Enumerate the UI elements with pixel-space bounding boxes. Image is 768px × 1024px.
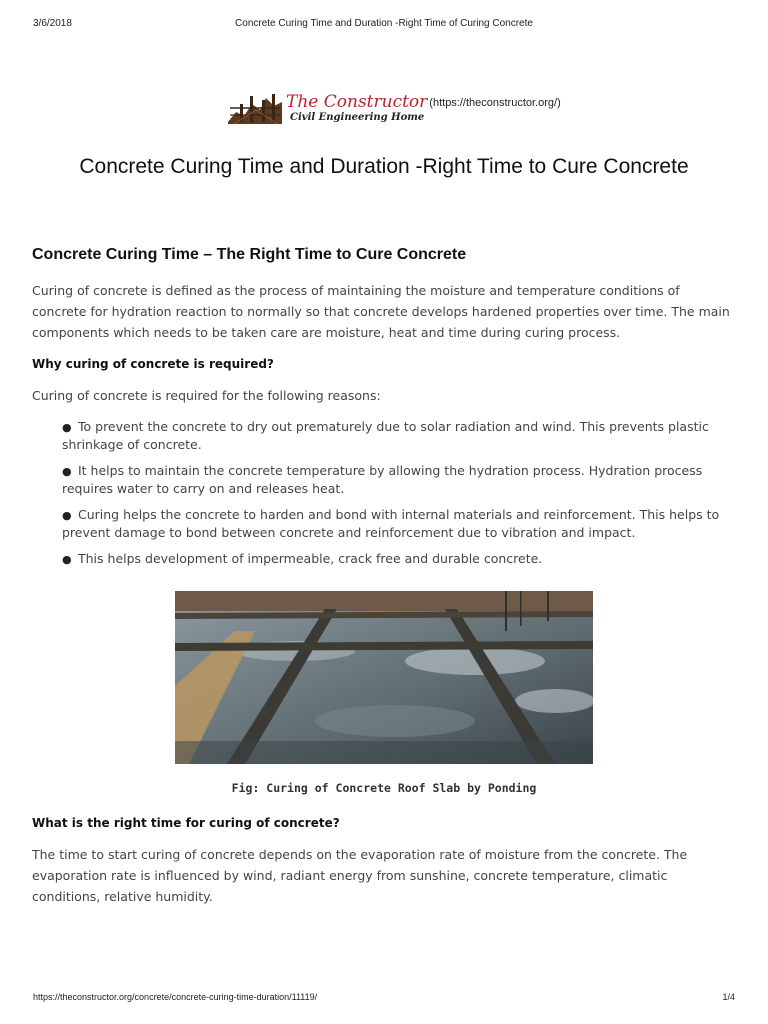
bullet-icon: ●	[62, 509, 72, 522]
print-doc-title: Concrete Curing Time and Duration -Right Time of Curing Concrete	[235, 18, 533, 29]
figure-caption: Fig: Curing of Concrete Roof Slab by Ponding	[231, 781, 537, 795]
list-item: ● This helps development of impermeable, crack free and durable concrete.	[62, 551, 543, 566]
print-date: 3/6/2018	[33, 18, 72, 29]
when-paragraph: The time to start curing of concrete depends on the evaporation rate of moisture from the concrete. The evaporation rate is influenced by wind, radiant energy from sunshine, concrete temperature, climatic conditions, relative humidity.	[32, 847, 688, 904]
logo-url[interactable]: (https://theconstructor.org/)	[429, 97, 561, 109]
when-heading: What is the right time for curing of concrete?	[32, 816, 340, 830]
bullet-icon: ●	[62, 553, 72, 566]
print-footer	[33, 992, 735, 1006]
print-header	[33, 18, 735, 32]
print-footer-url: https://theconstructor.org/concrete/concrete-curing-time-duration/11119/	[33, 992, 318, 1002]
concrete-slab-ponding-photo	[175, 591, 593, 764]
article-body-continued	[32, 816, 738, 907]
why-intro-paragraph: Curing of concrete is required for the following reasons:	[32, 388, 381, 403]
logo-tagline: Civil Engineering Home	[290, 111, 425, 123]
list-item: ● To prevent the concrete to dry out prematurely due to solar radiation and wind. This prevents plastic shrinkage of concrete.	[62, 419, 709, 452]
logo-name: The Constructor	[286, 91, 428, 112]
intro-paragraph: Curing of concrete is defined as the process of maintaining the moisture and temperature conditions of concrete for hydration reaction to normally so that concrete develops hardened properties over time. The main components which needs to be taken care are moisture, heat and time during curing process.	[32, 283, 730, 340]
list-item: ● It helps to maintain the concrete temperature by allowing the hydration process. Hydration process requires water to carry on and releases heat.	[62, 463, 703, 496]
site-logo[interactable]	[226, 89, 561, 127]
page-title: Concrete Curing Time and Duration -Right Time to Cure Concrete	[79, 155, 689, 178]
bullet-icon: ●	[62, 421, 72, 434]
list-item: ● Curing helps the concrete to harden and bond with internal materials and reinforcement. This helps to prevent damage to bond between concrete and reinforcement due to vibration and impact.	[62, 507, 720, 540]
construction-building-logo-icon	[226, 90, 284, 126]
page-number: 1/4	[722, 992, 735, 1002]
article-body	[32, 246, 738, 577]
why-heading: Why curing of concrete is required?	[32, 357, 274, 371]
section-heading: Concrete Curing Time – The Right Time to Cure Concrete	[32, 246, 467, 263]
reasons-list	[32, 418, 738, 568]
bullet-icon: ●	[62, 465, 72, 478]
